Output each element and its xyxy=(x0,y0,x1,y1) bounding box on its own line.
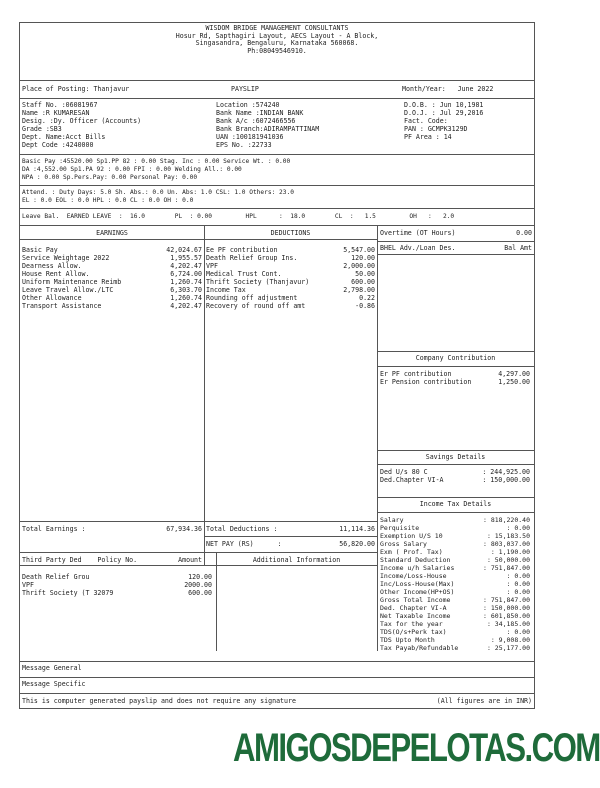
posting-row xyxy=(20,81,534,99)
earning-row: Service Weightage 2022 1,955.57 xyxy=(22,254,202,262)
pay-info-line: DA :4,552.00 Sp1.PA 92 : 0.00 FPI : 0.00 Welding All.: 0.00 xyxy=(22,166,242,173)
tax-row: Ded. Chapter VI-A : 150,000.00 xyxy=(380,604,530,612)
tax-row: Tax for the year : 34,185.00 xyxy=(380,620,530,628)
savings-row: Ded U/s 80 C : 244,925.00 xyxy=(380,468,530,476)
place-of-posting: Place of Posting: Thanjavur xyxy=(22,85,130,93)
divider xyxy=(20,677,534,678)
amount-label: Amount xyxy=(178,556,202,564)
staff-field: D.O.B. : Jun 10,1981 xyxy=(404,101,484,109)
tax-row: Income u/h Salaries : 751,847.00 xyxy=(380,564,530,572)
staff-field: Bank Branch:ADIRAMPATTINAM xyxy=(216,125,320,133)
staff-field: Desig. :Dy. Officer (Accounts) xyxy=(22,117,142,125)
leave-balance xyxy=(20,209,534,226)
tax-row: Perquisite : 0.00 xyxy=(380,524,530,532)
income-tax-title: Income Tax Details xyxy=(419,500,492,508)
pay-info-line: Basic Pay :45520.00 Sp1.PP 82 : 0.00 Stag. Inc : 0.00 Service Wt. : 0.00 xyxy=(22,158,291,165)
earning-row: Other Allowance 1,260.74 xyxy=(22,294,202,302)
earning-row: Basic Pay 42,024.67 xyxy=(22,246,202,254)
staff-field: Staff No. :06081967 xyxy=(22,101,98,109)
contribution-row: Er PF contribution 4,297.00 xyxy=(380,370,530,378)
message-specific: Message Specific xyxy=(22,680,86,688)
deduction-row: Medical Trust Cont. 50.00 xyxy=(206,270,375,278)
third-party-row: VPF 2000.00 xyxy=(22,581,212,589)
staff-field: Dept. Name:Acct Bills xyxy=(22,133,106,141)
earning-row: Transport Assistance 4,202.47 xyxy=(22,302,202,310)
net-pay-value: 56,820.00 xyxy=(339,540,375,548)
divider xyxy=(377,512,378,651)
company-address-line1: Hosur Rd, Sapthagiri Layout, AECS Layout - A Block, xyxy=(175,31,379,40)
staff-col-1 xyxy=(22,102,212,150)
earning-row: Leave Travel Allow./LTC 6,303.70 xyxy=(22,286,202,294)
payslip xyxy=(19,22,535,709)
earning-row: House Rent Allow. 6,724.00 xyxy=(22,270,202,278)
watermark-brand: AMIGOSDEPELOTAS.COM xyxy=(233,726,600,770)
divider xyxy=(20,521,377,522)
earning-row: Uniform Maintenance Reimb 1,260.74 xyxy=(22,278,202,286)
tax-row: Gross Total Income : 751,847.00 xyxy=(380,596,530,604)
deduction-row: Death Relief Group Ins. 120.00 xyxy=(206,254,375,262)
savings-row: Ded.Chapter VI-A : 150,000.00 xyxy=(380,476,530,484)
company-address-line2: Singasandra, Bengaluru, Karnataka 560068. xyxy=(195,39,359,48)
staff-field: PF Area : 14 xyxy=(404,133,452,141)
deductions-title: DEDUCTIONS xyxy=(270,229,311,237)
pay-info xyxy=(20,155,534,186)
attendance-line: EL : 0.0 EOL : 0.0 HPL : 0.0 CL : 0.0 OH : 0.0 xyxy=(22,197,194,204)
staff-field: Bank A/c :6072466556 xyxy=(216,117,296,125)
overtime-value: 0.00 xyxy=(516,229,532,237)
divider xyxy=(20,552,377,553)
staff-field: EPS No. :22733 xyxy=(216,141,272,149)
staff-field: Location :574240 xyxy=(216,101,280,109)
total-earnings-value: 67,934.36 xyxy=(166,525,202,533)
payslip-title: PAYSLIP xyxy=(231,85,259,93)
company-contribution-list xyxy=(380,371,530,387)
divider xyxy=(216,552,217,651)
savings-list xyxy=(380,469,530,485)
bal-amt-label: Bal Amt xyxy=(504,244,532,252)
net-pay-label: NET PAY (RS) : xyxy=(206,540,282,548)
staff-col-2 xyxy=(216,102,396,150)
attendance-line: Attend. : Duty Days: 5.0 Sh. Abs.: 0.0 Un. Abs: 1.0 CSL: 1.0 Others: 23.0 xyxy=(22,189,294,196)
divider xyxy=(377,351,534,352)
divider xyxy=(20,565,377,566)
third-party-row: Thrift Society (T 32079 600.00 xyxy=(22,589,212,597)
staff-col-3 xyxy=(404,102,532,142)
divider xyxy=(377,241,534,242)
earnings-list xyxy=(22,247,202,311)
tax-row: TDS(O/s+Perk tax) : 0.00 xyxy=(380,628,530,636)
leave-balance-line: Leave Bal. EARNED LEAVE : 16.0 PL : 0.00 HPL : 18.0 CL : 1.5 OH : 2.0 xyxy=(22,213,455,220)
company-name: WISDOM BRIDGE MANAGEMENT CONSULTANTS xyxy=(205,24,349,32)
tax-row: Net Taxable Income : 601,850.00 xyxy=(380,612,530,620)
deduction-row: Ee PF contribution 5,547.00 xyxy=(206,246,375,254)
divider xyxy=(20,693,534,694)
bhel-loan-label: BHEL Adv./Loan Des. xyxy=(380,244,456,252)
contribution-row: Er Pension contribution 1,250.00 xyxy=(380,378,530,386)
attendance xyxy=(20,186,534,209)
savings-title: Savings Details xyxy=(425,453,486,461)
third-party-row: Death Relief Grou 120.00 xyxy=(22,573,212,581)
staff-details xyxy=(20,99,534,155)
divider xyxy=(377,450,534,451)
figures-note: (All figures are in INR) xyxy=(436,697,532,705)
divider xyxy=(20,239,377,240)
third-party-title: Third Party Ded Policy No. xyxy=(22,556,138,564)
tax-row: TDS Upto Month : 9,008.00 xyxy=(380,636,530,644)
deduction-row: Thrift Society (Thanjavur) 600.00 xyxy=(206,278,375,286)
staff-field: D.O.J. : Jul 29,2016 xyxy=(404,109,484,117)
total-earnings-label: Total Earnings : xyxy=(22,525,86,533)
tax-row: Exm ( Prof. Tax) : 1,190.00 xyxy=(380,548,530,556)
staff-field: Dept Code :4240000 xyxy=(22,141,94,149)
deductions-list xyxy=(206,247,375,311)
third-party-list xyxy=(22,574,212,598)
tax-row: Standard Deduction : 50,000.00 xyxy=(380,556,530,564)
tax-row: Tax Payab/Refundable : 25,177.00 xyxy=(380,644,530,652)
income-tax-list xyxy=(380,517,530,653)
staff-field: Bank Name :INDIAN BANK xyxy=(216,109,304,117)
divider xyxy=(377,226,378,521)
message-general: Message General xyxy=(22,664,82,672)
tax-row: Other Income(HP+OS) : 0.00 xyxy=(380,588,530,596)
earning-row: Dearness Allow. 4,202.47 xyxy=(22,262,202,270)
company-contribution-title: Company Contribution xyxy=(415,354,496,362)
additional-info-title: Additional Information xyxy=(252,556,341,564)
divider xyxy=(377,366,534,367)
staff-field: PAN : GCMPK3129D xyxy=(404,125,468,133)
deduction-row: VPF 2,000.00 xyxy=(206,262,375,270)
month-year: Month/Year: June 2022 xyxy=(402,85,494,93)
tax-row: Income/Loss-House : 0.00 xyxy=(380,572,530,580)
total-deductions-value: 11,114.36 xyxy=(339,525,375,533)
divider xyxy=(377,254,534,255)
computer-generated-note: This is computer generated payslip and does not require any signature xyxy=(22,697,296,705)
staff-field: Fact. Code: xyxy=(404,117,448,125)
overtime-label: Overtime (OT Hours) xyxy=(380,229,456,237)
divider xyxy=(204,226,205,565)
staff-field: Grade :SB3 xyxy=(22,125,62,133)
deduction-row: Recovery of round off amt -0.86 xyxy=(206,302,375,310)
tax-row: Inc/Loss-House(Max) : 0.00 xyxy=(380,580,530,588)
total-deductions-label: Total Deductions : xyxy=(206,525,278,533)
divider xyxy=(20,661,534,662)
deduction-row: Income Tax 2,798.00 xyxy=(206,286,375,294)
staff-field: UAN :100181941036 xyxy=(216,133,284,141)
tax-row: Salary : 818,220.40 xyxy=(380,516,530,524)
divider xyxy=(377,512,534,513)
divider xyxy=(377,464,534,465)
pay-info-line: NPA : 0.00 Sp.Pers.Pay: 0.00 Personal Pay: 0.00 xyxy=(22,174,198,181)
company-header xyxy=(20,23,534,81)
deduction-row: Rounding off adjustment 0.22 xyxy=(206,294,375,302)
divider xyxy=(377,497,534,498)
staff-field: Name :R KUMARESAN xyxy=(22,109,90,117)
earnings-title: EARNINGS xyxy=(96,229,128,237)
tax-row: Gross Salary : 803,037.00 xyxy=(380,540,530,548)
tax-row: Exemption U/S 10 : 15,183.50 xyxy=(380,532,530,540)
divider xyxy=(204,536,377,537)
company-phone: Ph:08049546910. xyxy=(247,46,307,55)
